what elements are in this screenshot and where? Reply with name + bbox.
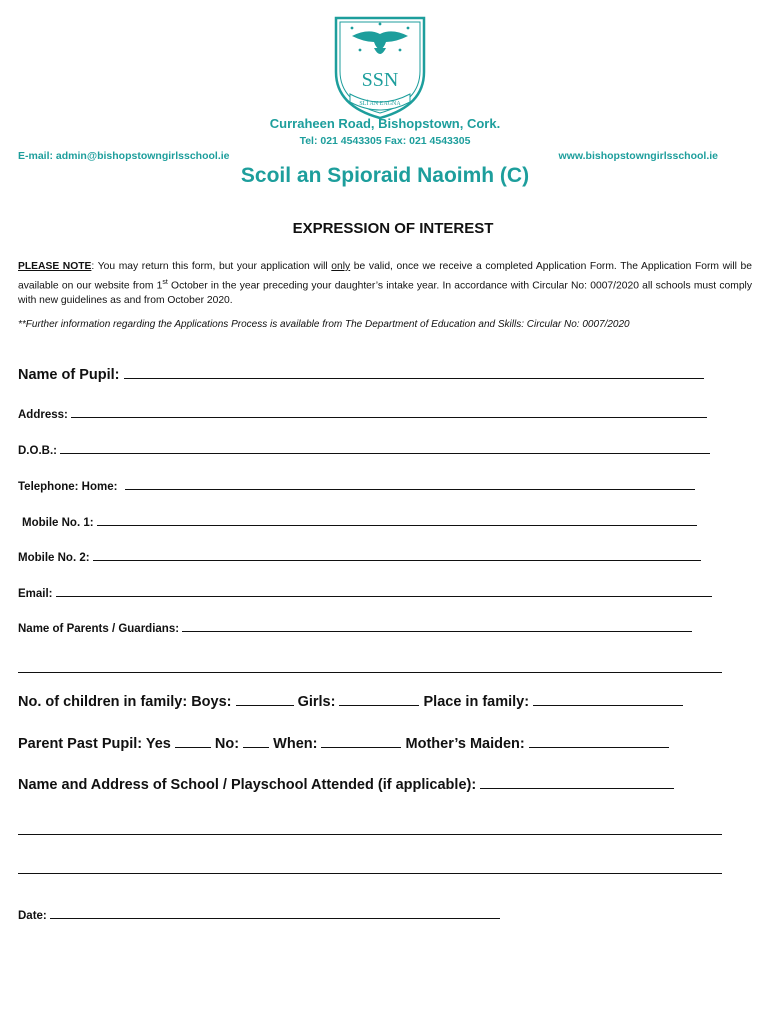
email-label: Email:: [18, 588, 53, 600]
name-of-pupil-label: Name of Pupil:: [18, 367, 120, 383]
children-in-family-field: [18, 694, 683, 710]
email-line[interactable]: [56, 595, 712, 597]
parents-guardians-extra-line[interactable]: [18, 672, 722, 673]
mobile-1-label: Mobile No. 1:: [22, 517, 94, 529]
previous-school-field: [18, 777, 674, 793]
telephone-home-field: [18, 481, 695, 493]
school-crest-logo: [330, 14, 430, 122]
email-field: [18, 588, 712, 600]
place-in-family-line[interactable]: [533, 704, 683, 706]
when-label: When:: [273, 736, 318, 752]
parent-past-pupil-label: Parent Past Pupil: Yes: [18, 736, 171, 752]
name-of-pupil-line[interactable]: [124, 377, 704, 379]
boys-line[interactable]: [236, 704, 294, 706]
parents-guardians-line[interactable]: [182, 630, 692, 632]
mobile-1-line[interactable]: [97, 524, 697, 526]
parents-guardians-field: [18, 623, 692, 635]
name-of-pupil-field: [18, 367, 704, 383]
date-field: [18, 910, 500, 922]
mobile-2-label: Mobile No. 2:: [18, 552, 90, 564]
address-field: [18, 409, 707, 421]
dob-line[interactable]: [60, 452, 710, 454]
girls-label: Girls:: [297, 694, 336, 710]
school-website: www.bishopstowngirlsschool.ie: [558, 150, 718, 162]
past-pupil-yes-line[interactable]: [175, 746, 211, 748]
past-pupil-no-label: No:: [214, 736, 240, 752]
telephone-home-line[interactable]: [125, 488, 695, 490]
please-note-label: PLEASE NOTE: [18, 261, 92, 272]
address-line[interactable]: [71, 416, 707, 418]
school-address: Curraheen Road, Bishopstown, Cork.: [269, 116, 501, 131]
please-note-paragraph: PLEASE NOTE: You may return this form, but your application will only be valid, once we receive a completed Application Form. The Application Form will be available on our website from 1st October in the year preceding your daughter’s intake year. In accordance with Circular No: 0007/2020 all schools must comply with new guidelines as and from October 2020.: [18, 261, 752, 307]
form-title: EXPRESSION OF INTEREST: [292, 220, 494, 237]
svg-text:SSN: SSN: [361, 69, 399, 91]
boys-label: No. of children in family: Boys:: [18, 694, 232, 710]
dob-label: D.O.B.:: [18, 445, 57, 457]
past-pupil-no-line[interactable]: [243, 746, 269, 748]
parents-guardians-label: Name of Parents / Guardians:: [18, 623, 180, 635]
date-line[interactable]: [50, 917, 500, 919]
mothers-maiden-line[interactable]: [529, 746, 669, 748]
date-label: Date:: [18, 910, 47, 922]
school-name: Scoil an Spioraid Naoimh (C): [240, 164, 530, 187]
further-information-note: **Further information regarding the Applications Process is available from The Department of Education and Skills: Circular No: 0007/2020: [18, 319, 630, 330]
parent-past-pupil-field: [18, 736, 669, 752]
mobile-2-field: [18, 552, 701, 564]
when-line[interactable]: [321, 746, 401, 748]
school-email: E-mail: admin@bishopstowngirlsschool.ie: [18, 150, 230, 162]
school-phone-fax: Tel: 021 4543305 Fax: 021 4543305: [299, 135, 471, 147]
previous-school-extra-line-1[interactable]: [18, 834, 722, 835]
address-label: Address:: [18, 409, 68, 421]
telephone-home-label: Telephone: Home:: [18, 481, 118, 493]
previous-school-line[interactable]: [480, 787, 674, 789]
mobile-1-field: [22, 517, 697, 529]
previous-school-label: Name and Address of School / Playschool Attended (if applicable):: [18, 777, 477, 793]
previous-school-extra-line-2[interactable]: [18, 873, 722, 874]
svg-text:SLÍ AN EAGNA: SLÍ AN EAGNA: [359, 101, 401, 107]
girls-line[interactable]: [339, 704, 419, 706]
mothers-maiden-label: Mother’s Maiden:: [405, 736, 525, 752]
mobile-2-line[interactable]: [93, 559, 701, 561]
place-in-family-label: Place in family:: [423, 694, 530, 710]
dob-field: [18, 445, 710, 457]
